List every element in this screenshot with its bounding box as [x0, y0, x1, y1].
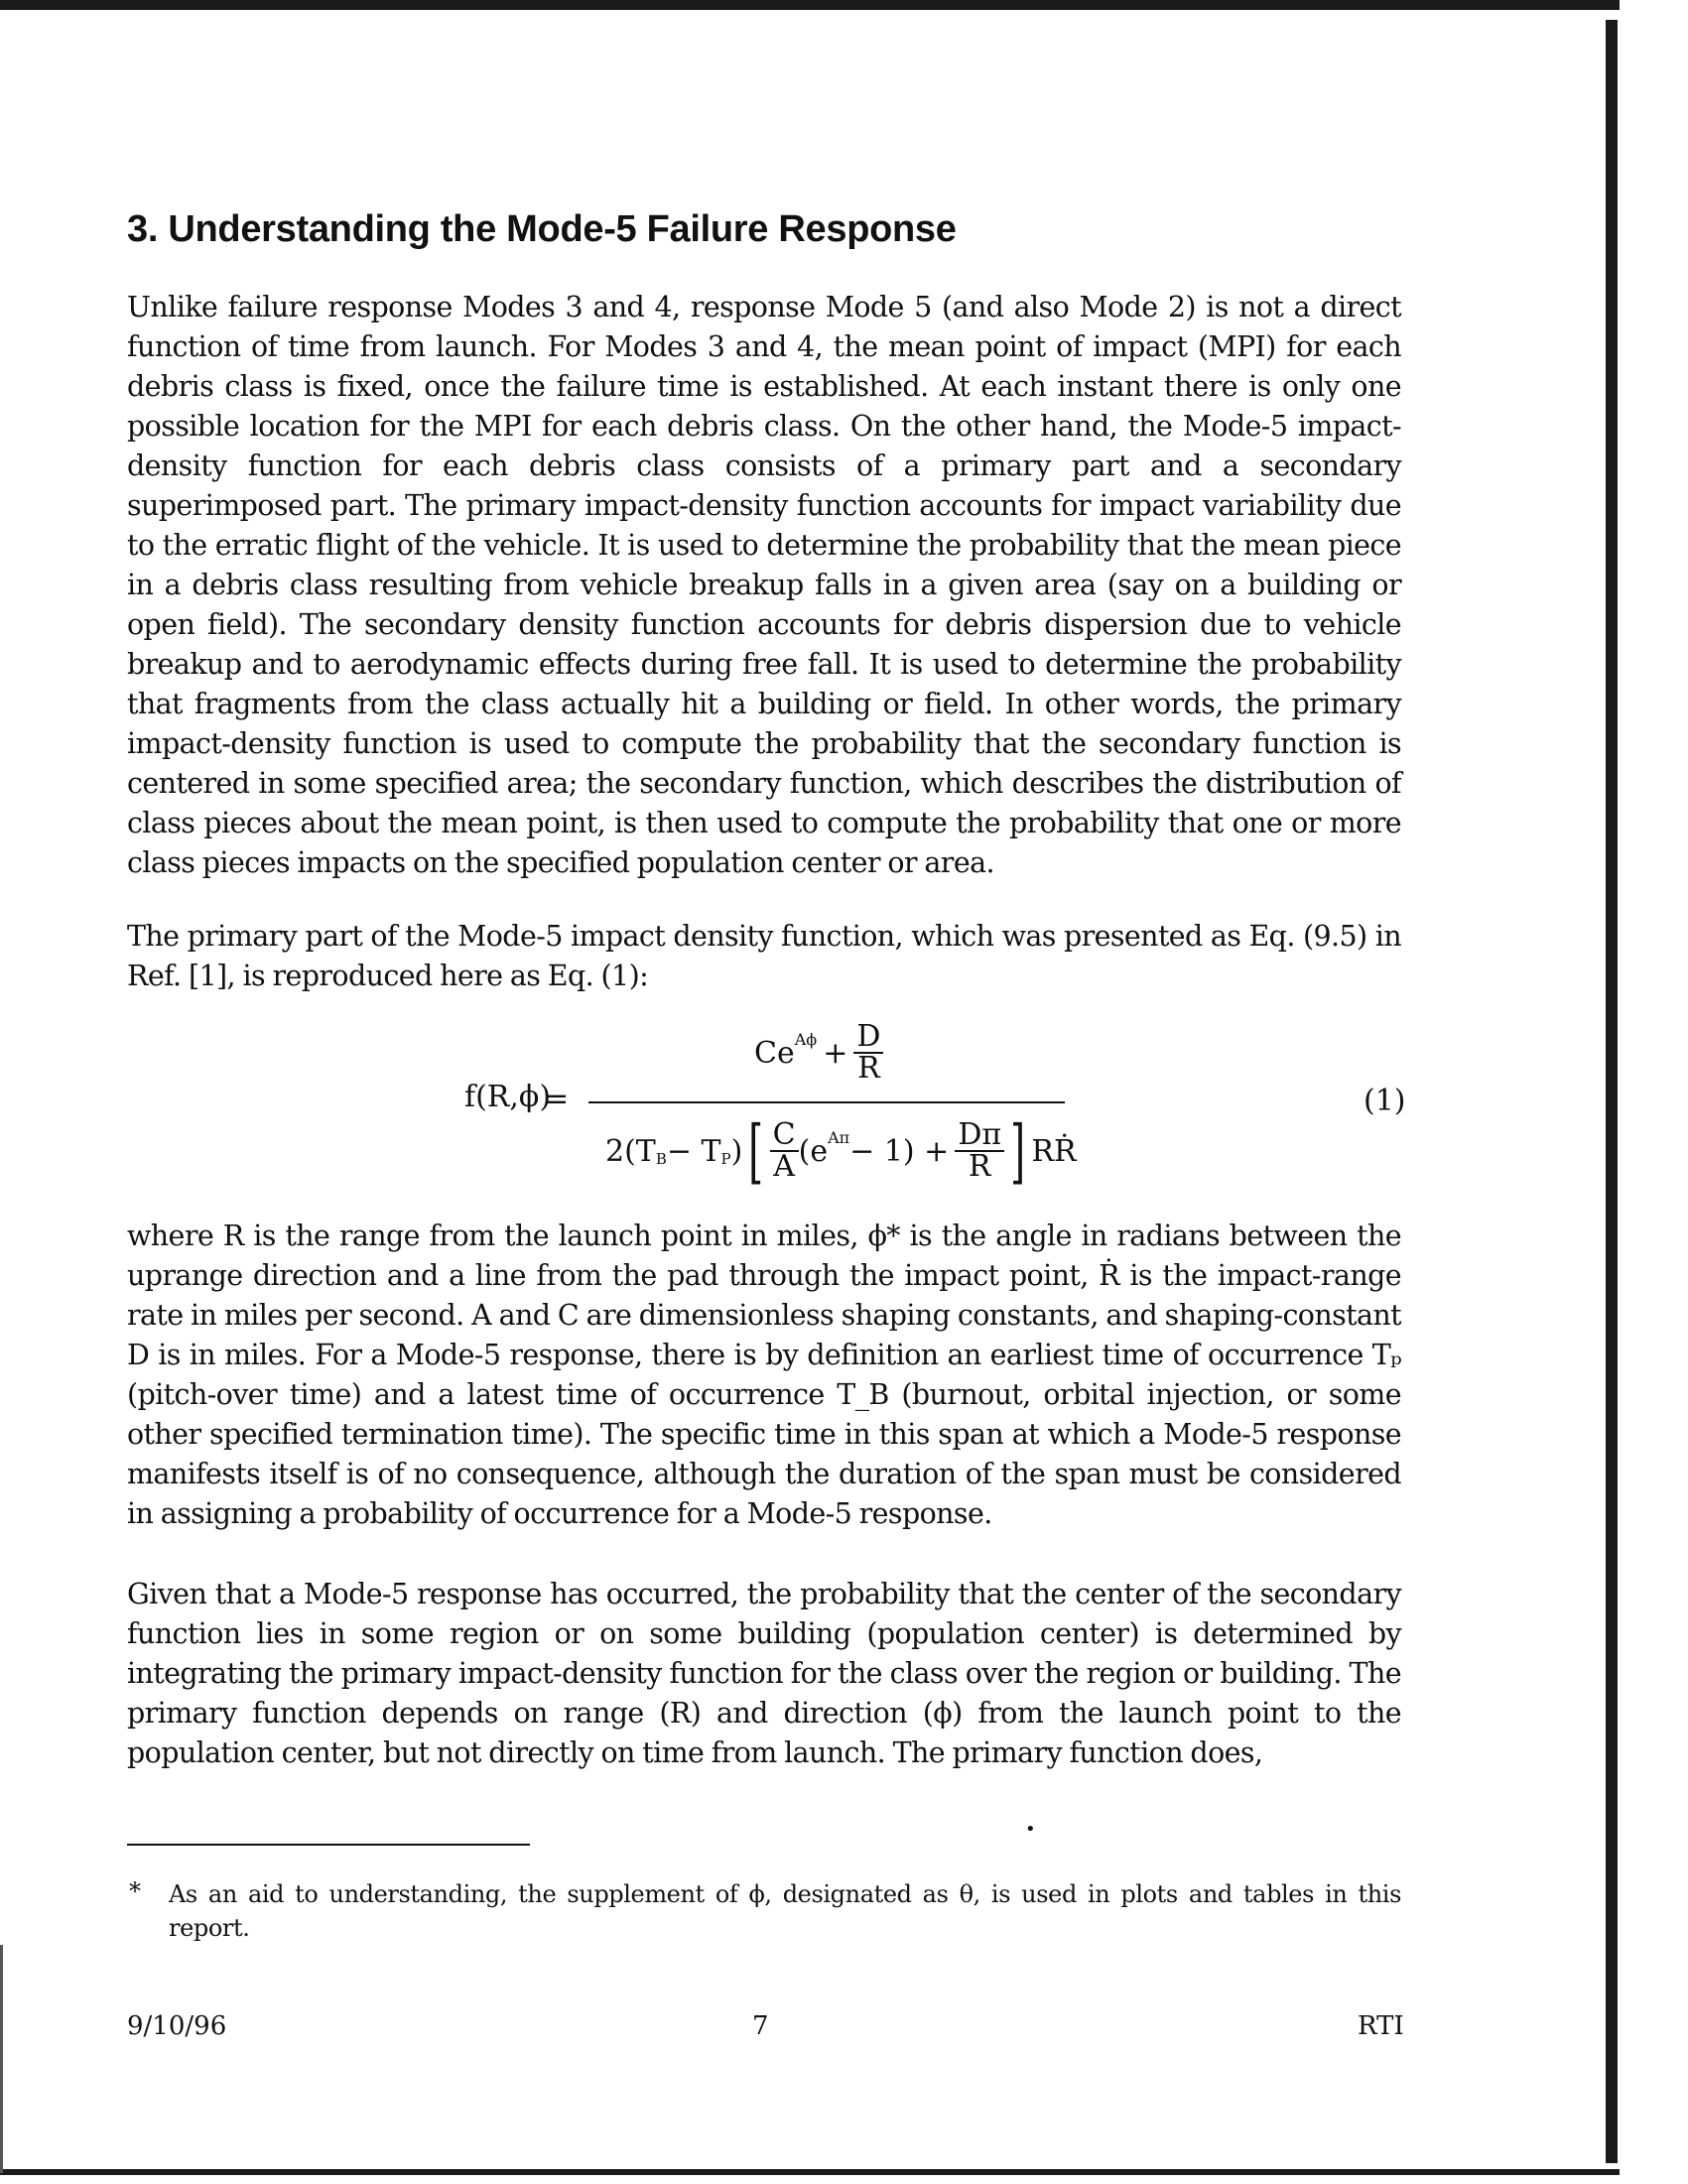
- stray-dot: •: [1025, 1819, 1036, 1840]
- fraction-top: D: [856, 1019, 881, 1054]
- numerator-fraction: [853, 1019, 883, 1086]
- numerator-exponent: Aϕ: [794, 1029, 818, 1049]
- paragraph-intro: Unlike failure response Modes 3 and 4, response Mode 5 (and also Mode 2) is not a direct function of time from launch. For Modes 3 and 4, the mean point of impact (MPI) for each debris class is fixed, once the failure time is established. At each instant there is only one possible location for the MPI for each debris class. On the other hand, the Mode-5 impact-density function for each debris class consists of a primary part and a secondary superimposed part. The primary impact-density function accounts for impact variability due to the erratic flight of the vehicle. It is used to determine the probability that the mean piece in a debris class resulting from vehicle breakup falls in a given area (say on a building or open field). The secondary density function accounts for debris dispersion due to vehicle breakup and to aerodynamic effects during free fall. It is used to determine the probability that fragments from the class actually hit a building or field. In other words, the primary impact-density function is used to compute the probability that the secondary function is centered in some specified area; the secondary function, which describes the distribution of class pieces about the mean point, is then used to compute the probability that one or more class pieces impacts on the specified population center or area.: [127, 291, 1401, 879]
- fraction-top: Dπ: [958, 1117, 1002, 1152]
- den-sub-b: B: [655, 1150, 667, 1168]
- left-bracket: [: [748, 1110, 764, 1192]
- scan-border-left: [0, 1945, 3, 2173]
- den-tail: RṘ: [1031, 1133, 1077, 1169]
- scan-border-right: [1606, 20, 1618, 2163]
- paragraph-definitions: where R is the range from the launch point in miles, ϕ* is the angle in radians between the uprange direction and a line from the pad through the impact point, Ṙ is the impact-range rate in miles per second. A and C are dimensionless shaping constants, and shaping-constant D is in miles. For a Mode-5 response, there is by definition an earliest time of occurrence Tₚ (pitch-over time) and a latest time of occurrence T_B (burnout, orbital injection, or some other specified termination time). The specific time in this span at which a Mode-5 response manifests itself is of no consequence, although the duration of the span must be considered in assigning a probability of occurrence for a Mode-5 response.: [127, 1220, 1401, 1530]
- equation-number: (1): [1363, 1084, 1406, 1118]
- footnote-mark: *: [129, 1877, 141, 1905]
- paragraph-secondary: Given that a Mode-5 response has occurred, the probability that the center of the secondary function lies in some region or on some building (population center) is determined by integrating the primary impact-density function for the class over the region or building. The primary function depends on range (R) and direction (ϕ) from the launch point to the population center, but not directly on time from launch. The primary function does,: [127, 1578, 1401, 1769]
- scan-border-bottom: [0, 2169, 1620, 2175]
- main-fraction-bar: [588, 1101, 1065, 1103]
- right-bracket: ]: [1010, 1110, 1026, 1192]
- den-paren-open: (e: [798, 1133, 829, 1169]
- numerator-plus: +: [823, 1035, 848, 1071]
- den-lead: 2(T: [605, 1133, 656, 1169]
- den-paren-close: − 1) +: [849, 1133, 950, 1169]
- equation-denominator: [605, 1110, 1077, 1192]
- footer-date: 9/10/96: [127, 2011, 227, 2041]
- den-exponent: Aπ: [828, 1127, 850, 1147]
- scan-border-top: [0, 0, 1620, 10]
- fraction-bottom: R: [857, 1051, 880, 1086]
- equation-equals: =: [544, 1082, 570, 1116]
- equation-numerator: [754, 1019, 883, 1086]
- section-heading: 3. Understanding the Mode-5 Failure Response: [127, 208, 957, 250]
- paragraph-equation-intro: The primary part of the Mode-5 impact density function, which was presented as Eq. (9.5) in Ref. [1], is reproduced here as Eq. (1):: [127, 920, 1401, 992]
- footnote-text: As an aid to understanding, the supplement of ϕ, designated as θ, is used in plots and tables in this report.: [169, 1880, 1401, 1942]
- fraction-bottom: R: [968, 1149, 991, 1184]
- den-fraction-dpi: [955, 1117, 1004, 1184]
- numerator-term: Ce: [754, 1035, 795, 1071]
- den-sub-p: P: [720, 1150, 731, 1168]
- footer-page-number: 7: [752, 2011, 769, 2041]
- den-close: ): [730, 1133, 743, 1169]
- footer-organization: RTI: [1358, 2011, 1404, 2041]
- footnote-rule: [127, 1844, 530, 1846]
- fraction-bottom: A: [773, 1149, 795, 1184]
- fraction-top: C: [772, 1117, 796, 1152]
- den-fraction-ca: [770, 1117, 799, 1184]
- equation-lhs: f(R,ϕ): [464, 1080, 552, 1114]
- den-minus: − T: [666, 1133, 721, 1169]
